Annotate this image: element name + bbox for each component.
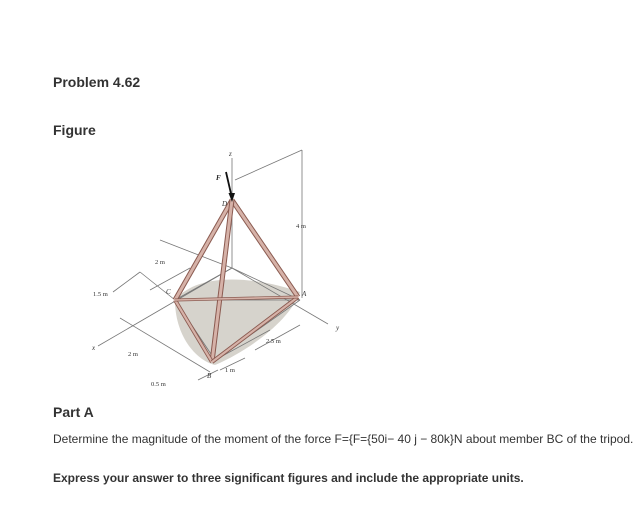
point-d-label: D: [222, 200, 228, 208]
dimension-2m-left: 2 m: [128, 351, 138, 358]
dimension-4m: 4 m: [296, 223, 306, 230]
part-a-instruction: Express your answer to three significant figures and include the appropriate units.: [53, 471, 524, 485]
dimension-1m: 1 m: [225, 367, 235, 374]
y-axis-label: y: [336, 324, 340, 332]
dimension-0-5m: 0.5 m: [151, 381, 166, 388]
problem-title: Problem 4.62: [53, 74, 141, 90]
part-a-title: Part A: [53, 404, 94, 420]
point-b-label: B: [207, 372, 212, 380]
z-axis-label: z: [229, 150, 232, 158]
dimension-2-5m: 2.5 m: [266, 338, 281, 345]
point-a-label: A: [302, 290, 307, 298]
dimension-2m-top: 2 m: [155, 259, 165, 266]
ground-shadow: [175, 280, 300, 366]
dimension-1-5m: 1.5 m: [93, 291, 108, 298]
force-arrow: [226, 172, 235, 202]
part-a-question: Determine the magnitude of the moment of the force F={F={50i− 40 j − 80k}N about member BC of the tripod.: [53, 432, 634, 446]
figure-heading: Figure: [53, 122, 96, 138]
force-label: F: [216, 174, 221, 182]
point-c-label: C: [166, 288, 171, 296]
x-axis-label: x: [92, 344, 96, 352]
